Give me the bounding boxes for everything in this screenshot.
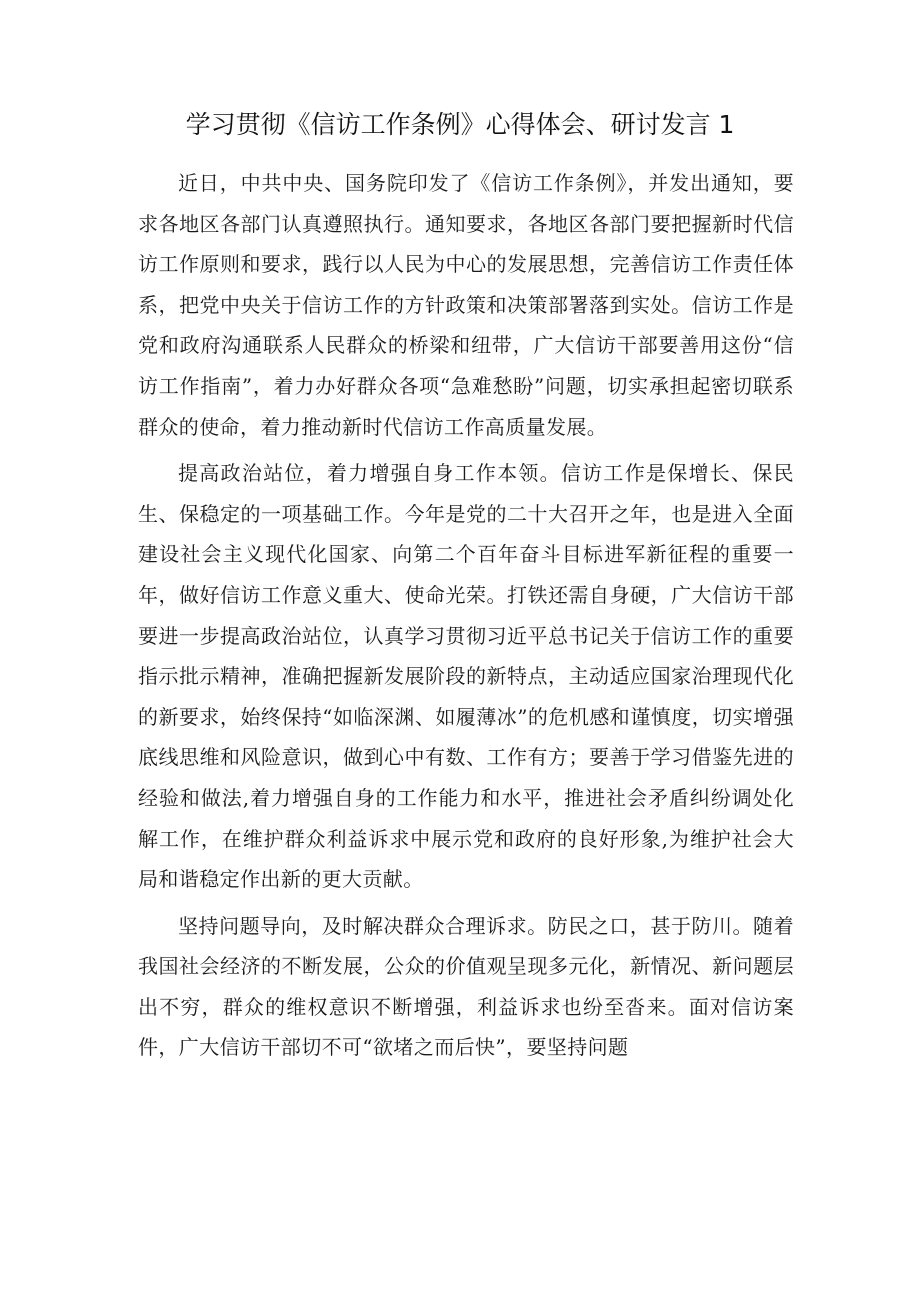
document-body <box>138 163 794 1074</box>
paragraph-3: 坚持问题导向，及时解决群众合理诉求。防民之口，甚于防川。随着我国社会经济的不断发展，公众的价值观呈现多元化，新情况、新问题层出不穷，群众的维权意识不断增强，利益诉求也纷至沓来。面对信访案件，广大信访干部切不可“欲堵之而后快”，要坚持问题 <box>138 913 794 1060</box>
paragraph-1: 近日，中共中央、国务院印发了《信访工作条例》，并发出通知，要求各地区各部门认真遵照执行。通知要求，各地区各部门要把握新时代信访工作原则和要求，践行以人民为中心的发展思想，完善信访工作责任体系，把党中央关于信访工作的方针政策和决策部署落到实处。信访工作是党和政府沟通联系人民群众的桥梁和纽带，广大信访干部要善用这份“信访工作指南”，着力办好群众各项“急难愁盼”问题，切实承担起密切联系群众的使命，着力推动新时代信访工作高质量发展。 <box>138 171 794 439</box>
document-title: 学习贯彻《信访工作条例》心得体会、研讨发言 1 <box>185 110 735 139</box>
paragraph-2: 提高政治站位，着力增强自身工作本领。信访工作是保增长、保民生、保稳定的一项基础工作。今年是党的二十大召开之年，也是进入全面建设社会主义现代化国家、向第二个百年奋斗目标进军新征程的重要一年，做好信访工作意义重大、使命光荣。打铁还需自身硬，广大信访干部要进一步提高政治站位，认真学习贯彻习近平总书记关于信访工作的重要指示批示精神，准确把握新发展阶段的新特点，主动适应国家治理现代化的新要求，始终保持“如临深渊、如履薄冰”的危机感和谨慎度，切实增强底线思维和风险意识，做到心中有数、工作有方；要善于学习借鉴先进的经验和做法,着力增强自身的工作能力和水平，推进社会矛盾纠纷调处化解工作，在维护群众利益诉求中展示党和政府的良好形象,为维护社会大局和谐稳定作出新的更大贡献。 <box>138 461 794 892</box>
